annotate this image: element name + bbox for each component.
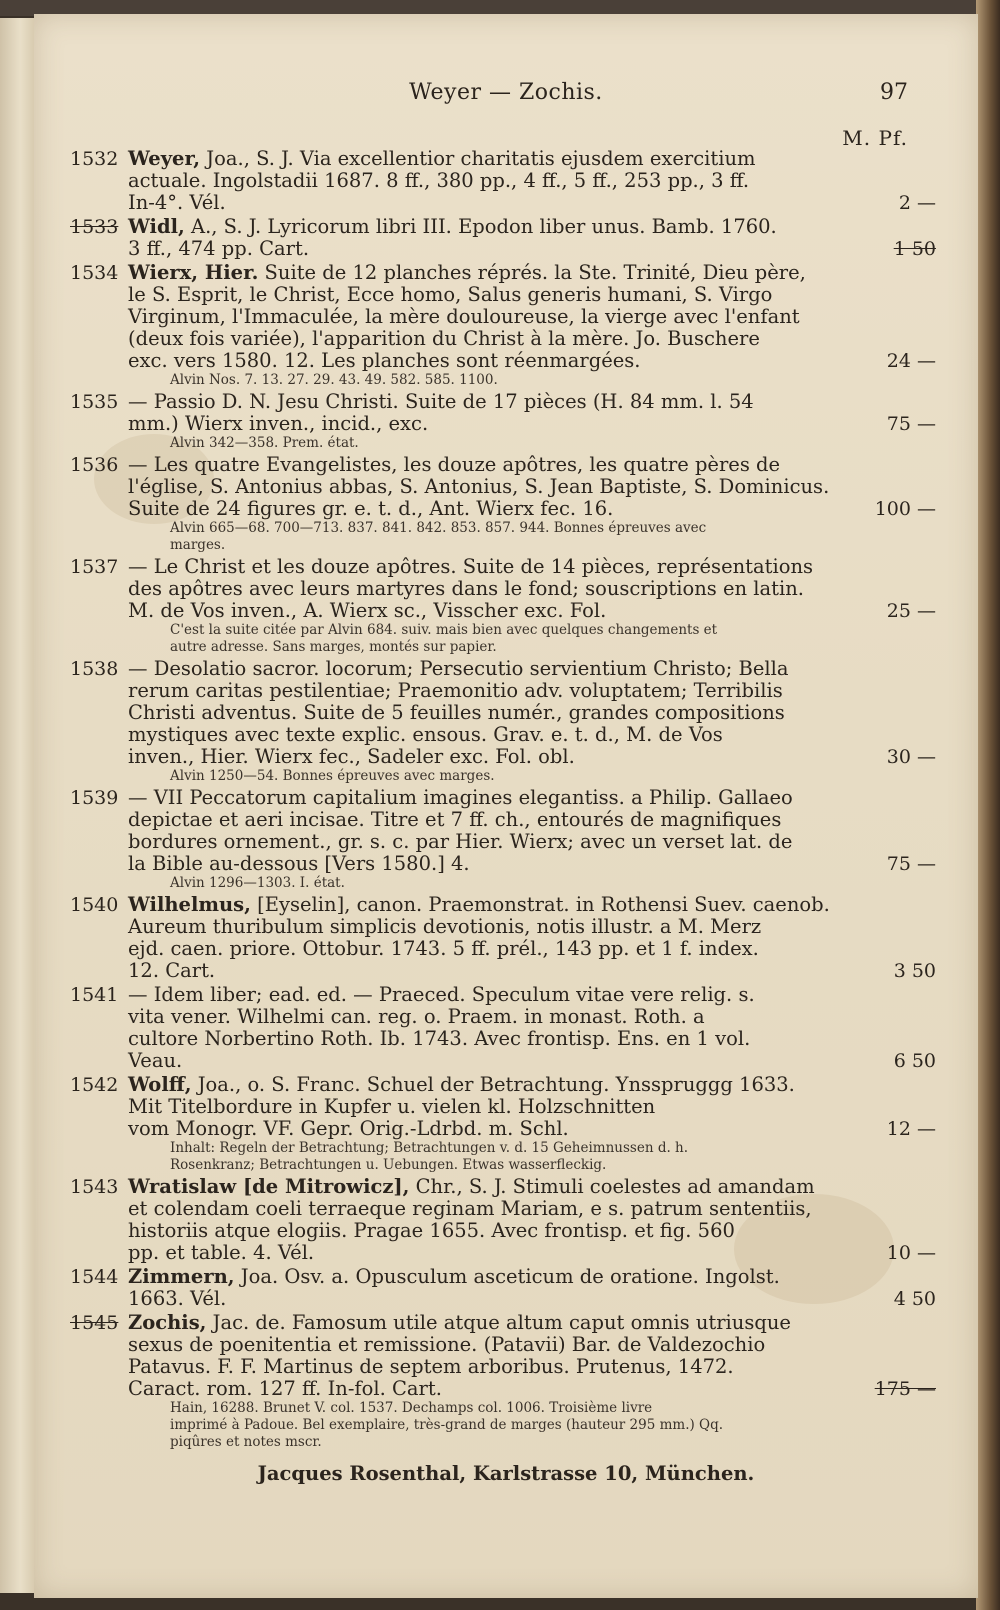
entry-number: 1540 (70, 894, 119, 916)
entry-number: 1542 (70, 1074, 119, 1096)
entry-price: 2 — (898, 192, 936, 214)
entry-price: 4 50 (893, 1288, 936, 1310)
entry-text-line: Widl, A., S. J. Lyricorum libri III. Epodon liber unus. Bamb. 1760. (128, 215, 777, 238)
entry-text-line: depictae et aeri incisae. Titre et 7 ff. ch., entourés de magnifiques (128, 808, 782, 831)
entry-number: 1537 (70, 556, 119, 578)
entry-note: Alvin 342—358. Prem. état. (170, 435, 359, 451)
entry-text-line: Mit Titelbordure in Kupfer u. vielen kl. Holzschnitten (128, 1095, 656, 1118)
entry-text-line: la Bible au-dessous [Vers 1580.] 4. (128, 852, 470, 875)
entry-text-line: Virginum, l'Immaculée, la mère douloureuse, la vierge avec l'enfant (128, 305, 800, 328)
entry-number: 1538 (70, 658, 119, 680)
catalog-entry (70, 262, 936, 389)
entry-number: 1544 (70, 1266, 119, 1288)
entry-price: 12 — (886, 1118, 936, 1140)
catalog-entry (70, 1312, 936, 1451)
entry-text-line: mm.) Wierx inven., incid., exc. (128, 412, 429, 435)
entry-text-line: Zimmern, Joa. Osv. a. Opusculum asceticum de oratione. Ingolst. (128, 1265, 780, 1288)
right-book-edge (976, 0, 1000, 1610)
entry-number: 1536 (70, 454, 119, 476)
entry-text-line: ejd. caen. priore. Ottobur. 1743. 5 ff. prél., 143 pp. et 1 f. index. (128, 937, 759, 960)
entry-text-line: Weyer, Joa., S. J. Via excellentior charitatis ejusdem exercitium (128, 147, 756, 170)
entry-price: 100 — (874, 498, 936, 520)
entry-text-line: actuale. Ingolstadii 1687. 8 ff., 380 pp., 4 ff., 5 ff., 253 pp., 3 ff. (128, 169, 750, 192)
entry-text-line: vom Monogr. VF. Gepr. Orig.-Ldrbd. m. Schl. (128, 1117, 569, 1140)
entry-note: marges. (170, 537, 226, 553)
page-header (34, 80, 978, 110)
catalog-entry (70, 894, 936, 982)
entry-text-line: l'église, S. Antonius abbas, S. Antonius, S. Jean Baptiste, S. Dominicus. (128, 475, 830, 498)
catalog-entry (70, 787, 936, 892)
entry-text-line: historiis atque elogiis. Pragae 1655. Avec frontisp. et fig. 560 (128, 1219, 735, 1242)
entry-text-line: — Desolatio sacror. locorum; Persecutio servientium Christo; Bella (128, 657, 789, 680)
entry-number: 1543 (70, 1176, 119, 1198)
entry-text-line: Caract. rom. 127 ff. In-fol. Cart. (128, 1377, 442, 1400)
entry-text-line: Aureum thuribulum simplicis devotionis, notis illustr. a M. Merz (128, 915, 762, 938)
entry-text-line: — Idem liber; ead. ed. — Praeced. Speculum vitae vere relig. s. (128, 983, 755, 1006)
entry-number: 1535 (70, 391, 119, 413)
catalog-entry (70, 391, 936, 452)
left-page-edge (0, 18, 34, 1593)
entry-text-line: Veau. (128, 1049, 183, 1072)
entry-text-line: des apôtres avec leurs martyres dans le fond; souscriptions en latin. (128, 577, 804, 600)
entry-text-line: sexus de poenitentia et remissione. (Patavii) Bar. de Valdezochio (128, 1333, 766, 1356)
catalog-entry (70, 148, 936, 214)
entry-text-line: 3 ff., 474 pp. Cart. (128, 237, 310, 260)
entry-price: 75 — (886, 853, 936, 875)
entry-text-line: 1663. Vél. (128, 1287, 227, 1310)
entry-price: 25 — (886, 600, 936, 622)
entry-price: 24 — (886, 350, 936, 372)
entry-text-line: Wratislaw [de Mitrowicz], Chr., S. J. Stimuli coelestes ad amandam (128, 1175, 815, 1198)
entry-text-line: inven., Hier. Wierx fec., Sadeler exc. Fol. obl. (128, 745, 575, 768)
entry-price: 75 — (886, 413, 936, 435)
entry-text-line: — VII Peccatorum capitalium imagines elegantiss. a Philip. Gallaeo (128, 786, 793, 809)
catalog-entry (70, 1266, 936, 1310)
entry-text-line: In-4°. Vél. (128, 191, 226, 214)
entry-price: 175 — (874, 1378, 936, 1400)
entry-text-line: Wolff, Joa., o. S. Franc. Schuel der Betrachtung. Ynsspruggg 1633. (128, 1073, 795, 1096)
entry-number: 1539 (70, 787, 119, 809)
entry-note: Alvin 1250—54. Bonnes épreuves avec marges. (170, 768, 495, 784)
entry-text-line: Wilhelmus, [Eyselin], canon. Praemonstrat. in Rothensi Suev. caenob. (128, 893, 830, 916)
entry-note: Inhalt: Regeln der Betrachtung; Betrachtungen v. d. 15 Geheimnussen d. h. (170, 1140, 689, 1156)
entry-text-line: — Les quatre Evangelistes, les douze apôtres, les quatre pères de (128, 453, 781, 476)
catalog-entries (70, 148, 936, 1453)
entry-note: Rosenkranz; Betrachtungen u. Uebungen. Etwas wasserfleckig. (170, 1157, 607, 1173)
entry-price: 6 50 (893, 1050, 936, 1072)
entry-text-line: exc. vers 1580. 12. Les planches sont réenmargées. (128, 349, 641, 372)
entry-price: 30 — (886, 746, 936, 768)
entry-number: 1541 (70, 984, 119, 1006)
entry-text-line: Patavus. F. F. Martinus de septem arboribus. Prutenus, 1472. (128, 1355, 734, 1378)
catalog-entry (70, 216, 936, 260)
catalog-entry (70, 1074, 936, 1174)
entry-text-line: 12. Cart. (128, 959, 216, 982)
entry-text-line: et colendam coeli terraeque reginam Mariam, e s. patrum sententiis, (128, 1197, 812, 1220)
entry-text-line: (deux fois variée), l'apparition du Christ à la mère. Jo. Buschere (128, 327, 760, 350)
entry-note: Alvin Nos. 7. 13. 27. 29. 43. 49. 582. 585. 1100. (170, 372, 498, 388)
catalog-entry (70, 658, 936, 785)
entry-text-line: vita vener. Wilhelmi can. reg. o. Praem. in monast. Roth. a (128, 1005, 705, 1028)
catalog-page (34, 14, 978, 1598)
entry-text-line: pp. et table. 4. Vél. (128, 1241, 315, 1264)
entry-note: Alvin 665—68. 700—713. 837. 841. 842. 853. 857. 944. Bonnes épreuves avec (170, 520, 707, 536)
catalog-entry (70, 556, 936, 656)
entry-number: 1532 (70, 148, 119, 170)
entry-note: C'est la suite citée par Alvin 684. suiv. mais bien avec quelques changements et (170, 622, 718, 638)
catalog-entry (70, 454, 936, 554)
entry-text-line: rerum caritas pestilentiae; Praemonitio adv. voluptatem; Terribilis (128, 679, 783, 702)
entry-number: 1534 (70, 262, 119, 284)
currency-header: M. Pf. (842, 126, 908, 150)
entry-text-line: — Passio D. N. Jesu Christi. Suite de 17 pièces (H. 84 mm. l. 54 (128, 390, 754, 413)
catalog-entry (70, 1176, 936, 1264)
entry-number: 1533 (70, 216, 119, 238)
page-number: 97 (880, 80, 908, 105)
entry-text-line: Zochis, Jac. de. Famosum utile atque altum caput omnis utriusque (128, 1311, 791, 1334)
entry-text-line: — Le Christ et les douze apôtres. Suite de 14 pièces, représentations (128, 555, 814, 578)
entry-text-line: Suite de 24 figures gr. e. t. d., Ant. Wierx fec. 16. (128, 497, 614, 520)
entry-note: Alvin 1296—1303. I. état. (170, 875, 345, 891)
entry-text-line: mystiques avec texte explic. ensous. Grav. e. t. d., M. de Vos (128, 723, 723, 746)
entry-text-line: bordures ornement., gr. s. c. par Hier. Wierx; avec un verset lat. de (128, 830, 793, 853)
entry-text-line: Christi adventus. Suite de 5 feuilles numér., grandes compositions (128, 701, 785, 724)
entry-price: 3 50 (893, 960, 936, 982)
entry-price: 1 50 (893, 238, 936, 260)
catalog-entry (70, 984, 936, 1072)
entry-text-line: M. de Vos inven., A. Wierx sc., Visscher exc. Fol. (128, 599, 607, 622)
entry-note: Hain, 16288. Brunet V. col. 1537. Dechamps col. 1006. Troisième livre (170, 1400, 653, 1416)
running-title: Weyer — Zochis. (409, 80, 603, 105)
entry-text-line: le S. Esprit, le Christ, Ecce homo, Salus generis humani, S. Virgo (128, 283, 773, 306)
publisher-footer: Jacques Rosenthal, Karlstrasse 10, München. (257, 1462, 755, 1485)
entry-text-line: cultore Norbertino Roth. Ib. 1743. Avec frontisp. Ens. en 1 vol. (128, 1027, 751, 1050)
entry-number: 1545 (70, 1312, 119, 1334)
entry-text-line: Wierx, Hier. Suite de 12 planches réprés. la Ste. Trinité, Dieu père, (128, 261, 806, 284)
entry-note: piqûres et notes mscr. (170, 1434, 322, 1450)
entry-note: autre adresse. Sans marges, montés sur papier. (170, 639, 497, 655)
entry-note: imprimé à Padoue. Bel exemplaire, très-grand de marges (hauteur 295 mm.) Qq. (170, 1417, 724, 1433)
entry-price: 10 — (886, 1242, 936, 1264)
